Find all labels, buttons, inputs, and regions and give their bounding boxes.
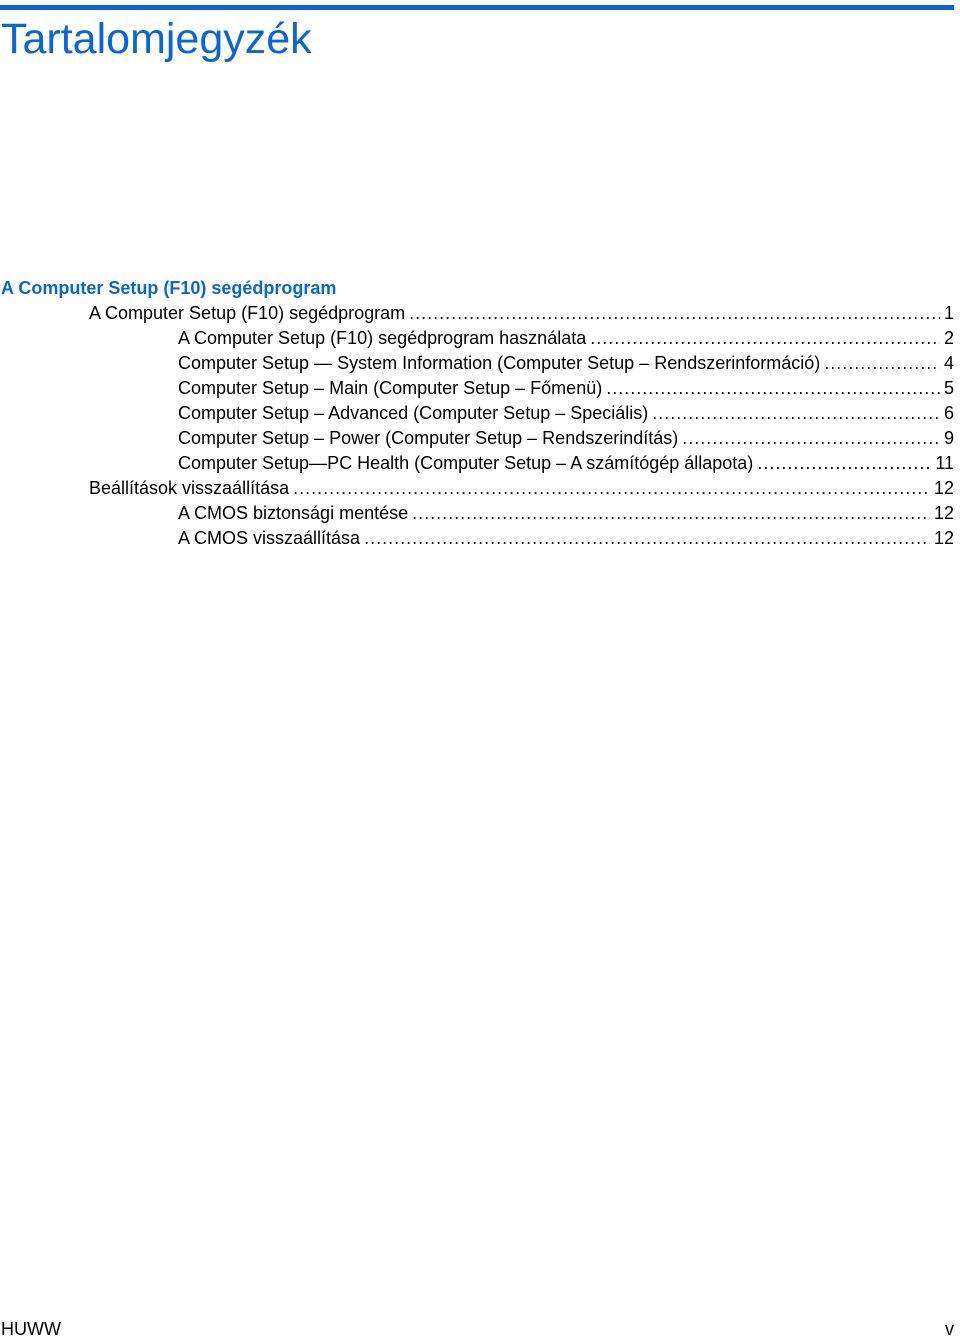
toc-entry[interactable] [0, 501, 954, 526]
toc-entry[interactable] [0, 526, 954, 551]
toc-entry[interactable] [0, 351, 954, 376]
toc-entry-page: 12 [933, 503, 954, 523]
toc-entry-page: 11 [935, 453, 954, 473]
page-title: Tartalomjegyzék [1, 15, 312, 63]
toc-entry[interactable] [0, 301, 954, 326]
toc-entry-page: 4 [943, 353, 954, 373]
footer-doc-code: HUWW [1, 1319, 61, 1339]
toc-leader-dots [824, 351, 940, 376]
toc-entry[interactable] [0, 451, 954, 476]
toc-chapter-heading[interactable]: A Computer Setup (F10) segédprogram [1, 278, 337, 298]
toc-entry[interactable] [0, 426, 954, 451]
toc-leader-dots [412, 501, 930, 526]
toc-entry[interactable] [0, 401, 954, 426]
toc-leader-dots [652, 401, 940, 426]
toc-entry-text: Computer Setup—PC Health (Computer Setup – A számítógép állapota) [178, 453, 754, 473]
top-rule [0, 5, 954, 10]
toc-entry-page: 6 [943, 403, 954, 423]
toc-entry-page: 2 [943, 328, 954, 348]
toc-list [0, 301, 954, 551]
toc-entry-page: 9 [943, 428, 954, 448]
toc-entry-text: Beállítások visszaállítása [89, 478, 290, 498]
toc-entry-page: 12 [933, 528, 954, 548]
toc-leader-dots [409, 301, 940, 326]
toc-leader-dots [682, 426, 940, 451]
toc-entry-text: Computer Setup – Power (Computer Setup – Rendszerindítás) [178, 428, 679, 448]
toc-entry-text: Computer Setup – Advanced (Computer Setup – Speciális) [178, 403, 649, 423]
toc-entry-text: A Computer Setup (F10) segédprogram [89, 303, 406, 323]
toc-entry-text: A Computer Setup (F10) segédprogram használata [178, 328, 587, 348]
toc-entry[interactable] [0, 326, 954, 351]
toc-leader-dots [293, 476, 930, 501]
toc-entry-page: 12 [933, 478, 954, 498]
toc-entry-page: 5 [943, 378, 954, 398]
footer-page-number: v [945, 1319, 954, 1339]
toc-entry-text: Computer Setup — System Information (Computer Setup – Rendszerinformáció) [178, 353, 821, 373]
toc-leader-dots [590, 326, 940, 351]
toc-entry-text: A CMOS visszaállítása [178, 528, 361, 548]
toc-entry-text: A CMOS biztonsági mentése [178, 503, 409, 523]
toc-entry[interactable] [0, 376, 954, 401]
toc-entry[interactable] [0, 476, 954, 501]
toc-leader-dots [606, 376, 940, 401]
toc-entry-text: Computer Setup – Main (Computer Setup – Főmenü) [178, 378, 603, 398]
toc-leader-dots [757, 451, 931, 476]
toc-leader-dots [364, 526, 930, 551]
toc-entry-page: 1 [943, 303, 954, 323]
